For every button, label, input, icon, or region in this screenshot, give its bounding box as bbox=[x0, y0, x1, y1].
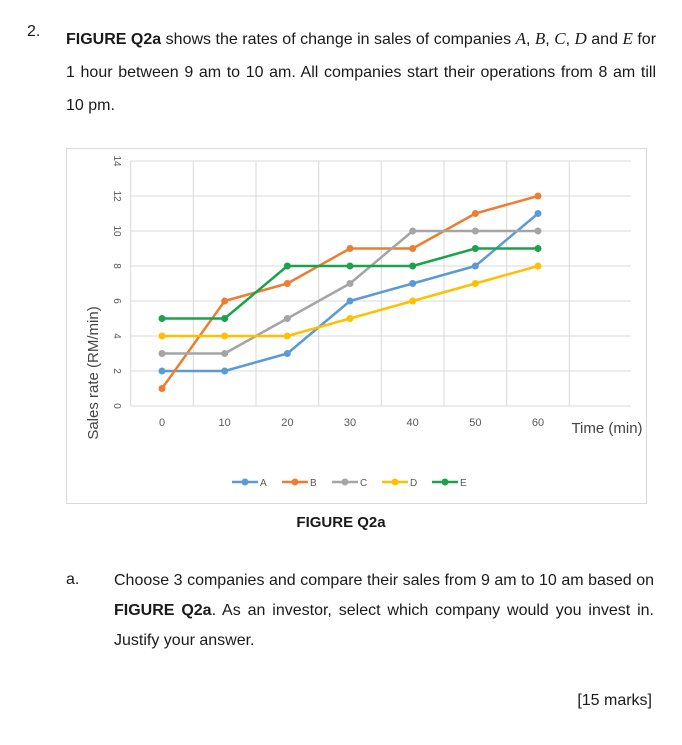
legend-d-marker bbox=[392, 479, 399, 486]
x-tick-label: 40 bbox=[406, 417, 419, 429]
series-b-point bbox=[409, 245, 416, 252]
grid-layer bbox=[131, 161, 631, 406]
series-c-point bbox=[221, 350, 228, 357]
series-layer bbox=[159, 193, 542, 393]
question-text: FIGURE Q2a shows the rates of change in sales of companies A, B, C, D and E for 1 hour between 9 am to 10 am. All companies start their operations from 8 am till 10 pm. bbox=[66, 29, 657, 114]
x-tick-label: 50 bbox=[469, 417, 482, 429]
y-tick-label: 4 bbox=[111, 333, 122, 339]
series-e-point bbox=[347, 263, 354, 270]
y-axis-label: Sales rate (RM/min) bbox=[85, 306, 102, 440]
legend-b-label: B bbox=[310, 478, 317, 489]
company-var-c: C bbox=[554, 29, 566, 48]
series-a-point bbox=[347, 298, 354, 305]
series-b-point bbox=[347, 245, 354, 252]
series-a-point bbox=[284, 350, 291, 357]
series-e-point bbox=[284, 263, 291, 270]
series-e-point bbox=[409, 263, 416, 270]
legend-b-marker bbox=[292, 479, 299, 486]
series-d-point bbox=[472, 280, 479, 287]
series-d-point bbox=[409, 298, 416, 305]
company-var-a: A bbox=[515, 29, 526, 48]
series-b-point bbox=[159, 385, 166, 392]
company-var-d: D bbox=[574, 29, 587, 48]
legend-layer bbox=[232, 478, 467, 489]
series-d-point bbox=[284, 333, 291, 340]
series-a-point bbox=[535, 210, 542, 217]
series-a-point bbox=[221, 368, 228, 375]
series-d-point bbox=[221, 333, 228, 340]
legend-c-marker bbox=[342, 479, 349, 486]
legend-e-label: E bbox=[460, 478, 467, 489]
series-b-point bbox=[221, 298, 228, 305]
series-e-point bbox=[159, 315, 166, 322]
subquestion-text: Choose 3 companies and compare their sales from 9 am to 10 am based on FIGURE Q2a. As an investor, select which company would you invest in. Justify your answer. bbox=[114, 572, 654, 649]
y-tick-label: 12 bbox=[111, 190, 122, 202]
series-a-point bbox=[409, 280, 416, 287]
company-var-b: B bbox=[534, 29, 546, 48]
legend-d-label: D bbox=[410, 478, 418, 489]
series-e-point bbox=[472, 245, 479, 252]
x-tick-label: 60 bbox=[531, 417, 545, 429]
series-b-point bbox=[472, 210, 479, 217]
series-e-point bbox=[535, 245, 542, 252]
x-tick-label: 30 bbox=[343, 417, 357, 429]
series-c-point bbox=[409, 228, 416, 235]
series-d-point bbox=[347, 315, 354, 322]
series-a-point bbox=[159, 368, 166, 375]
question-number: 2. bbox=[27, 23, 41, 40]
series-d-point bbox=[535, 263, 542, 270]
legend-c-label: C bbox=[360, 478, 368, 489]
y-tick-label: 2 bbox=[111, 368, 122, 374]
legend-a-label: A bbox=[260, 478, 267, 489]
marks-label: [15 marks] bbox=[577, 692, 652, 709]
line-chart bbox=[67, 149, 648, 505]
series-e-point bbox=[221, 315, 228, 322]
legend-e-marker bbox=[442, 479, 449, 486]
x-tick-label: 0 bbox=[158, 417, 166, 429]
question-figure-ref: FIGURE Q2a bbox=[66, 31, 162, 48]
series-a-line bbox=[162, 214, 538, 372]
series-c-point bbox=[535, 228, 542, 235]
legend-a-marker bbox=[242, 479, 249, 486]
company-var-e: E bbox=[622, 29, 633, 48]
series-b-point bbox=[284, 280, 291, 287]
series-c-point bbox=[347, 280, 354, 287]
x-tick-label: 20 bbox=[281, 417, 294, 429]
series-c-point bbox=[159, 350, 166, 357]
x-tick-label: 10 bbox=[218, 417, 231, 429]
series-a-point bbox=[472, 263, 479, 270]
y-tick-label: 0 bbox=[111, 403, 122, 409]
subquestion-figure-ref: FIGURE Q2a bbox=[114, 602, 212, 619]
subquestion-letter: a. bbox=[66, 571, 80, 588]
chart-frame bbox=[66, 148, 647, 504]
series-c-point bbox=[472, 228, 479, 235]
x-axis-label: Time (min) bbox=[571, 420, 643, 437]
y-tick-label: 8 bbox=[111, 263, 122, 269]
figure-caption: FIGURE Q2a bbox=[296, 514, 386, 531]
series-d-point bbox=[159, 333, 166, 340]
series-b-line bbox=[162, 196, 538, 389]
series-b-point bbox=[535, 193, 542, 200]
y-tick-label: 6 bbox=[111, 298, 122, 304]
series-c-point bbox=[284, 315, 291, 322]
y-tick-label: 10 bbox=[111, 225, 122, 237]
y-tick-label: 14 bbox=[111, 155, 122, 167]
